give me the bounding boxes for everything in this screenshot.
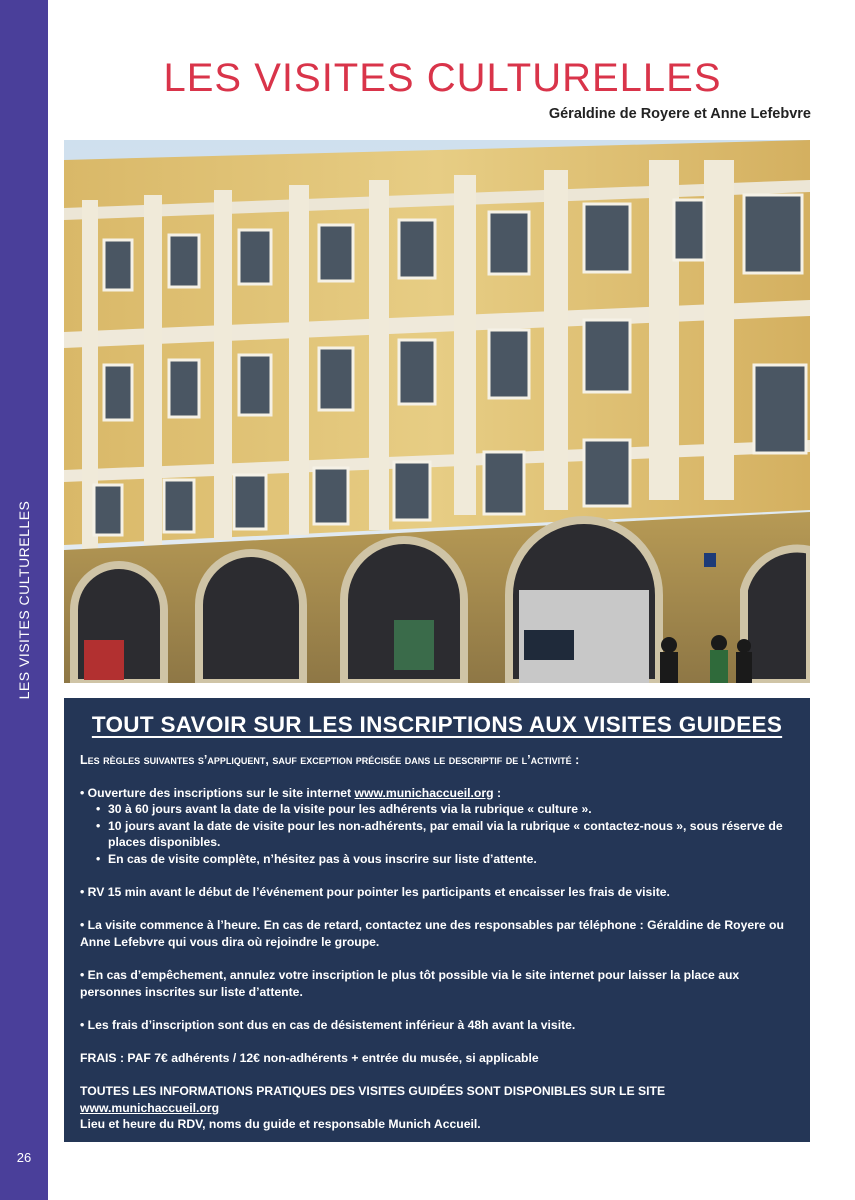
side-section-label: LES VISITES CULTURELLES [16,500,32,700]
rule-lateness: • La visite commence à l’heure. En cas de retard, contactez une des responsables par téléphone : Géraldine de Royere ou Anne Lefebvre qui vous dira où rejoindre le groupe. [80,918,784,949]
page-title: LES VISITES CULTURELLES [163,56,722,100]
rule-fees-due: • Les frais d’inscription sont dus en cas de désistement inférieur à 48h avant la visite. [80,1017,576,1032]
opening-rule [80,785,794,802]
opening-after: : [493,785,502,800]
fees-line: FRAIS : PAF 7€ adhérents / 12€ non-adhérents + entrée du musée, si applicable [80,1051,539,1066]
rule-cancellation: • En cas d’empêchement, annulez votre inscription le plus tôt possible via le site internet pour laisser la place aux personnes inscrites sur liste d’attente. [80,968,740,999]
sub-item-text: En cas de visite complète, n’hésitez pas à vous inscrire sur liste d’attente. [108,851,537,866]
sub-item-members: • 30 à 60 jours avant la date de la visite pour les adhérents via la rubrique « culture ». [96,802,592,817]
sub-item-non-members: • 10 jours avant la date de visite pour les non-adhérents, par email via la rubrique « contactez-nous », sous réserve de places disponibles. [96,818,783,850]
box-title: TOUT SAVOIR SUR LES INSCRIPTIONS AUX VISITES GUIDEES [91,712,783,737]
footer-text: TOUTES LES INFORMATIONS PRATIQUES DES VISITES GUIDÉES SONT DISPONIBLES SUR LE SITE [80,1084,666,1099]
sub-item-text: 30 à 60 jours avant la date de la visite pour les adhérents via la rubrique « culture ». [108,802,592,817]
rules-intro: Les règles suivantes s’appliquent, sauf exception précisée dans le descriptif de l’activité : [80,753,580,767]
footer-website-link[interactable]: www.munichaccueil.org [80,1100,220,1115]
registration-info-box [64,698,810,1142]
sub-item-waitlist: • En cas de visite complète, n’hésitez pas à vous inscrire sur liste d’attente. [96,851,537,866]
sidebar-band [0,0,48,1200]
opening-text: • Ouverture des inscriptions sur le site internet [80,785,355,800]
sub-item-text: 10 jours avant la date de visite pour les non-adhérents, par email via la rubrique « contactez-nous », sous réserve de places disponibles. [108,818,783,850]
footer-line-2: Lieu et heure du RDV, noms du guide et responsable Munich Accueil. [80,1117,481,1132]
authors-line: Géraldine de Royere et Anne Lefebvre [548,106,811,122]
building-photo [64,140,810,683]
website-link[interactable]: www.munichaccueil.org [354,785,494,800]
footer-info [80,1083,794,1116]
page-number: 26 [16,1150,32,1165]
rule-meeting-time: • RV 15 min avant le début de l’événement pour pointer les participants et encaisser les frais de visite. [80,885,670,900]
